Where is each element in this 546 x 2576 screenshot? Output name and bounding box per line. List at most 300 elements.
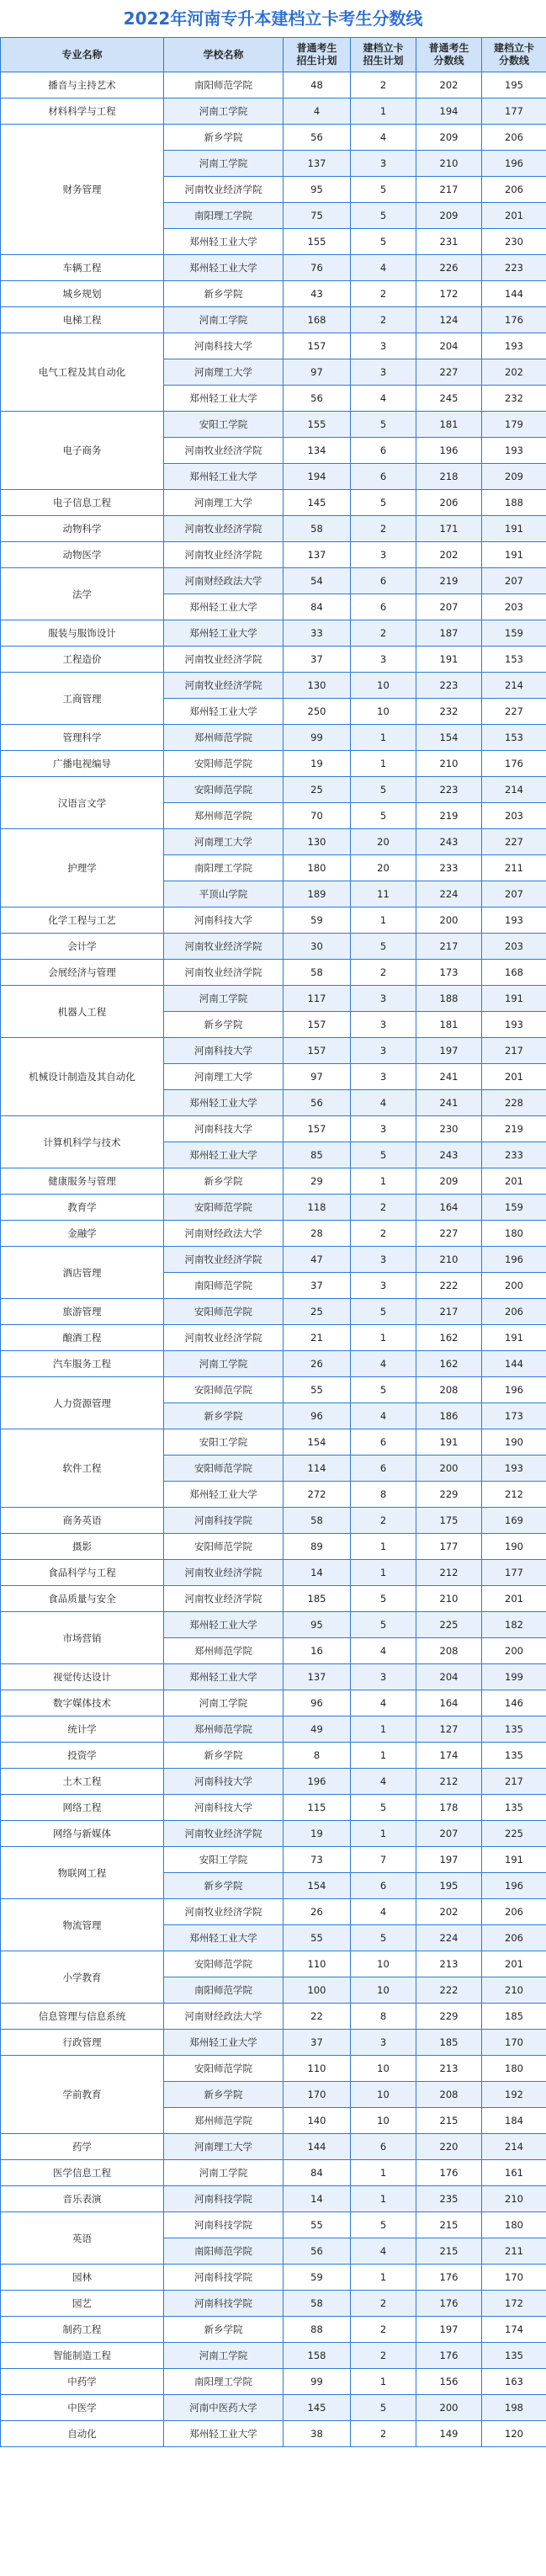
poverty-plan-cell: 8 — [351, 2004, 416, 2030]
poverty-score-cell: 201 — [482, 1586, 546, 1612]
regular-score-cell: 181 — [416, 412, 482, 438]
table-row — [1, 1743, 546, 1769]
regular-plan-cell: 99 — [284, 2369, 351, 2395]
poverty-score-cell: 206 — [482, 125, 546, 151]
school-cell: 安阳师范学院 — [164, 1951, 284, 1977]
school-cell: 郑州师范学院 — [164, 1716, 284, 1743]
major-cell: 车辆工程 — [1, 255, 164, 281]
school-cell: 安阳师范学院 — [164, 1195, 284, 1221]
regular-score-cell: 197 — [416, 1038, 482, 1064]
major-cell: 商务英语 — [1, 1508, 164, 1534]
major-cell: 音乐表演 — [1, 2186, 164, 2212]
poverty-score-cell: 193 — [482, 1012, 546, 1038]
major-cell: 网络工程 — [1, 1795, 164, 1821]
regular-score-cell: 207 — [416, 1821, 482, 1847]
school-cell: 新乡学院 — [164, 2082, 284, 2108]
regular-plan-cell: 158 — [284, 2343, 351, 2369]
poverty-score-cell: 232 — [482, 386, 546, 412]
major-cell: 园林 — [1, 2265, 164, 2291]
poverty-score-cell: 193 — [482, 907, 546, 934]
school-cell: 郑州轻工业大学 — [164, 1612, 284, 1638]
poverty-score-cell: 120 — [482, 2421, 546, 2447]
school-cell: 河南工学院 — [164, 151, 284, 177]
major-cell: 旅游管理 — [1, 1299, 164, 1325]
table-row — [1, 412, 546, 438]
major-cell: 视觉传达设计 — [1, 1664, 164, 1690]
table-row — [1, 568, 546, 594]
regular-score-cell: 208 — [416, 1638, 482, 1664]
school-cell: 郑州轻工业大学 — [164, 594, 284, 620]
poverty-plan-cell: 6 — [351, 438, 416, 464]
poverty-score-cell: 219 — [482, 1116, 546, 1142]
school-cell: 河南科技大学 — [164, 333, 284, 359]
poverty-plan-cell: 10 — [351, 1951, 416, 1977]
regular-plan-cell: 168 — [284, 307, 351, 333]
poverty-score-cell: 177 — [482, 1560, 546, 1586]
regular-plan-cell: 95 — [284, 177, 351, 203]
poverty-score-cell: 176 — [482, 751, 546, 777]
school-cell: 河南财经政法大学 — [164, 568, 284, 594]
regular-plan-cell: 157 — [284, 1116, 351, 1142]
school-cell: 河南科技学院 — [164, 1508, 284, 1534]
poverty-plan-cell: 1 — [351, 1168, 416, 1195]
table-row — [1, 1795, 546, 1821]
table-row — [1, 1325, 546, 1351]
poverty-score-cell: 203 — [482, 803, 546, 829]
major-cell: 工程造价 — [1, 647, 164, 673]
regular-plan-cell: 22 — [284, 2004, 351, 2030]
header-school: 学校名称 — [164, 38, 284, 72]
regular-score-cell: 222 — [416, 1977, 482, 2004]
poverty-score-cell: 225 — [482, 1821, 546, 1847]
poverty-plan-cell: 1 — [351, 907, 416, 934]
regular-score-cell: 200 — [416, 2395, 482, 2421]
table-row — [1, 281, 546, 307]
regular-score-cell: 232 — [416, 699, 482, 725]
school-cell: 郑州轻工业大学 — [164, 1090, 284, 1116]
regular-plan-cell: 70 — [284, 803, 351, 829]
poverty-score-cell: 227 — [482, 699, 546, 725]
school-cell: 河南科技学院 — [164, 2212, 284, 2238]
poverty-plan-cell: 10 — [351, 1977, 416, 2004]
poverty-plan-cell: 5 — [351, 1795, 416, 1821]
major-cell: 学前教育 — [1, 2056, 164, 2134]
major-cell: 护理学 — [1, 829, 164, 907]
table-body — [1, 72, 546, 2447]
table-row — [1, 829, 546, 855]
school-cell: 河南中医药大学 — [164, 2395, 284, 2421]
regular-score-cell: 209 — [416, 125, 482, 151]
regular-score-cell: 210 — [416, 1247, 482, 1273]
regular-score-cell: 200 — [416, 907, 482, 934]
poverty-score-cell: 196 — [482, 151, 546, 177]
regular-score-cell: 217 — [416, 1299, 482, 1325]
poverty-plan-cell: 5 — [351, 1586, 416, 1612]
regular-plan-cell: 134 — [284, 438, 351, 464]
poverty-plan-cell: 8 — [351, 1482, 416, 1508]
table-row — [1, 1195, 546, 1221]
school-cell: 河南科技大学 — [164, 1038, 284, 1064]
school-cell: 新乡学院 — [164, 281, 284, 307]
poverty-score-cell: 211 — [482, 855, 546, 881]
regular-score-cell: 176 — [416, 2265, 482, 2291]
poverty-score-cell: 223 — [482, 255, 546, 281]
poverty-score-cell: 144 — [482, 1351, 546, 1377]
regular-score-cell: 227 — [416, 1221, 482, 1247]
regular-score-cell: 176 — [416, 2291, 482, 2317]
school-cell: 郑州轻工业大学 — [164, 1142, 284, 1168]
school-cell: 南阳理工学院 — [164, 2369, 284, 2395]
major-cell: 电梯工程 — [1, 307, 164, 333]
school-cell: 安阳师范学院 — [164, 2056, 284, 2082]
major-cell: 会展经济与管理 — [1, 960, 164, 986]
regular-plan-cell: 25 — [284, 777, 351, 803]
table-row — [1, 2134, 546, 2160]
regular-score-cell: 241 — [416, 1090, 482, 1116]
school-cell: 郑州轻工业大学 — [164, 699, 284, 725]
school-cell: 新乡学院 — [164, 2317, 284, 2343]
regular-plan-cell: 8 — [284, 1743, 351, 1769]
poverty-score-cell: 206 — [482, 1925, 546, 1951]
major-cell: 电子信息工程 — [1, 490, 164, 516]
regular-score-cell: 231 — [416, 229, 482, 255]
regular-score-cell: 210 — [416, 1586, 482, 1612]
regular-score-cell: 191 — [416, 647, 482, 673]
regular-score-cell: 245 — [416, 386, 482, 412]
poverty-score-cell: 196 — [482, 1377, 546, 1403]
table-row — [1, 1560, 546, 1586]
table-row — [1, 647, 546, 673]
table-row — [1, 2212, 546, 2238]
regular-score-cell: 175 — [416, 1508, 482, 1534]
regular-score-cell: 164 — [416, 1195, 482, 1221]
regular-plan-cell: 48 — [284, 72, 351, 98]
table-row — [1, 542, 546, 568]
poverty-plan-cell: 3 — [351, 986, 416, 1012]
table-row — [1, 1769, 546, 1795]
regular-plan-cell: 137 — [284, 1664, 351, 1690]
regular-score-cell: 210 — [416, 151, 482, 177]
poverty-score-cell: 170 — [482, 2030, 546, 2056]
poverty-score-cell: 169 — [482, 1508, 546, 1534]
major-cell: 材料科学与工程 — [1, 98, 164, 125]
regular-score-cell: 243 — [416, 829, 482, 855]
regular-plan-cell: 56 — [284, 386, 351, 412]
school-cell: 河南牧业经济学院 — [164, 516, 284, 542]
major-cell: 中药学 — [1, 2369, 164, 2395]
poverty-score-cell: 179 — [482, 412, 546, 438]
poverty-score-cell: 201 — [482, 1064, 546, 1090]
school-cell: 河南理工大学 — [164, 1064, 284, 1090]
school-cell: 河南理工大学 — [164, 2134, 284, 2160]
major-cell: 电气工程及其自动化 — [1, 333, 164, 412]
regular-score-cell: 207 — [416, 594, 482, 620]
regular-plan-cell: 155 — [284, 229, 351, 255]
regular-score-cell: 215 — [416, 2212, 482, 2238]
major-cell: 动物医学 — [1, 542, 164, 568]
poverty-score-cell: 174 — [482, 2317, 546, 2343]
poverty-plan-cell: 5 — [351, 2212, 416, 2238]
regular-score-cell: 191 — [416, 1429, 482, 1456]
regular-plan-cell: 157 — [284, 1038, 351, 1064]
school-cell: 河南工学院 — [164, 98, 284, 125]
poverty-plan-cell: 1 — [351, 98, 416, 125]
poverty-plan-cell: 6 — [351, 2134, 416, 2160]
table-row — [1, 907, 546, 934]
school-cell: 河南牧业经济学院 — [164, 1821, 284, 1847]
poverty-plan-cell: 6 — [351, 1456, 416, 1482]
regular-plan-cell: 100 — [284, 1977, 351, 2004]
school-cell: 郑州师范学院 — [164, 803, 284, 829]
regular-plan-cell: 157 — [284, 1012, 351, 1038]
regular-plan-cell: 272 — [284, 1482, 351, 1508]
regular-plan-cell: 96 — [284, 1690, 351, 1716]
poverty-plan-cell: 2 — [351, 2343, 416, 2369]
regular-plan-cell: 185 — [284, 1586, 351, 1612]
regular-plan-cell: 155 — [284, 412, 351, 438]
school-cell: 安阳工学院 — [164, 412, 284, 438]
table-row — [1, 2395, 546, 2421]
major-cell: 化学工程与工艺 — [1, 907, 164, 934]
poverty-score-cell: 200 — [482, 1638, 546, 1664]
page-title: 2022年河南专升本建档立卡考生分数线 — [123, 8, 423, 29]
regular-plan-cell: 58 — [284, 960, 351, 986]
poverty-score-cell: 195 — [482, 72, 546, 98]
regular-score-cell: 223 — [416, 673, 482, 699]
regular-plan-cell: 54 — [284, 568, 351, 594]
regular-plan-cell: 33 — [284, 620, 351, 647]
poverty-plan-cell: 1 — [351, 1821, 416, 1847]
major-cell: 财务管理 — [1, 125, 164, 255]
regular-plan-cell: 55 — [284, 2212, 351, 2238]
school-cell: 河南财经政法大学 — [164, 1221, 284, 1247]
poverty-plan-cell: 3 — [351, 1664, 416, 1690]
table-row — [1, 2421, 546, 2447]
major-cell: 中医学 — [1, 2395, 164, 2421]
poverty-score-cell: 135 — [482, 1716, 546, 1743]
school-cell: 郑州轻工业大学 — [164, 2030, 284, 2056]
table-row — [1, 1377, 546, 1403]
regular-score-cell: 127 — [416, 1716, 482, 1743]
poverty-plan-cell: 11 — [351, 881, 416, 907]
poverty-score-cell: 135 — [482, 1743, 546, 1769]
table-row — [1, 1429, 546, 1456]
regular-plan-cell: 115 — [284, 1795, 351, 1821]
regular-score-cell: 235 — [416, 2186, 482, 2212]
poverty-plan-cell: 4 — [351, 386, 416, 412]
school-cell: 南阳师范学院 — [164, 1273, 284, 1299]
poverty-score-cell: 180 — [482, 2056, 546, 2082]
regular-plan-cell: 14 — [284, 2186, 351, 2212]
table-row — [1, 490, 546, 516]
regular-plan-cell: 84 — [284, 2160, 351, 2186]
score-table — [0, 37, 546, 2447]
poverty-score-cell: 153 — [482, 725, 546, 751]
regular-score-cell: 224 — [416, 1925, 482, 1951]
regular-plan-cell: 96 — [284, 1403, 351, 1429]
table-row — [1, 1534, 546, 1560]
school-cell: 河南工学院 — [164, 307, 284, 333]
regular-score-cell: 204 — [416, 333, 482, 359]
school-cell: 河南牧业经济学院 — [164, 1586, 284, 1612]
regular-plan-cell: 130 — [284, 829, 351, 855]
poverty-plan-cell: 2 — [351, 1221, 416, 1247]
poverty-score-cell: 191 — [482, 516, 546, 542]
regular-score-cell: 154 — [416, 725, 482, 751]
school-cell: 河南理工大学 — [164, 359, 284, 386]
regular-plan-cell: 117 — [284, 986, 351, 1012]
poverty-plan-cell: 5 — [351, 229, 416, 255]
school-cell: 南阳师范学院 — [164, 1977, 284, 2004]
poverty-plan-cell: 5 — [351, 412, 416, 438]
regular-plan-cell: 19 — [284, 751, 351, 777]
regular-plan-cell: 99 — [284, 725, 351, 751]
major-cell: 园艺 — [1, 2291, 164, 2317]
regular-plan-cell: 26 — [284, 1899, 351, 1925]
table-row — [1, 2030, 546, 2056]
poverty-score-cell: 201 — [482, 1168, 546, 1195]
regular-plan-cell: 75 — [284, 203, 351, 229]
regular-score-cell: 172 — [416, 281, 482, 307]
regular-plan-cell: 170 — [284, 2082, 351, 2108]
regular-plan-cell: 58 — [284, 2291, 351, 2317]
table-row — [1, 1299, 546, 1325]
regular-plan-cell: 59 — [284, 907, 351, 934]
regular-score-cell: 176 — [416, 2160, 482, 2186]
poverty-plan-cell: 5 — [351, 490, 416, 516]
poverty-plan-cell: 2 — [351, 281, 416, 307]
school-cell: 郑州轻工业大学 — [164, 2421, 284, 2447]
header-major: 专业名称 — [1, 38, 164, 72]
regular-score-cell: 223 — [416, 777, 482, 803]
table-row — [1, 125, 546, 151]
poverty-plan-cell: 1 — [351, 2369, 416, 2395]
regular-score-cell: 218 — [416, 464, 482, 490]
school-cell: 河南牧业经济学院 — [164, 1325, 284, 1351]
poverty-score-cell: 217 — [482, 1038, 546, 1064]
poverty-plan-cell: 10 — [351, 699, 416, 725]
regular-score-cell: 212 — [416, 1560, 482, 1586]
school-cell: 郑州师范学院 — [164, 725, 284, 751]
major-cell: 物流管理 — [1, 1899, 164, 1951]
major-cell: 汽车服务工程 — [1, 1351, 164, 1377]
table-row — [1, 1664, 546, 1690]
poverty-plan-cell: 5 — [351, 177, 416, 203]
regular-plan-cell: 16 — [284, 1638, 351, 1664]
regular-score-cell: 202 — [416, 1899, 482, 1925]
regular-plan-cell: 14 — [284, 1560, 351, 1586]
table-row — [1, 751, 546, 777]
major-cell: 金融学 — [1, 1221, 164, 1247]
school-cell: 新乡学院 — [164, 1012, 284, 1038]
poverty-plan-cell: 4 — [351, 1690, 416, 1716]
poverty-score-cell: 180 — [482, 2212, 546, 2238]
regular-plan-cell: 250 — [284, 699, 351, 725]
table-row — [1, 1116, 546, 1142]
school-cell: 平顶山学院 — [164, 881, 284, 907]
header-regular-plan: 普通考生 招生计划 — [284, 38, 351, 72]
poverty-plan-cell: 3 — [351, 1273, 416, 1299]
school-cell: 安阳师范学院 — [164, 751, 284, 777]
poverty-score-cell: 201 — [482, 1951, 546, 1977]
regular-score-cell: 178 — [416, 1795, 482, 1821]
school-cell: 新乡学院 — [164, 1873, 284, 1899]
regular-plan-cell: 145 — [284, 2395, 351, 2421]
major-cell: 行政管理 — [1, 2030, 164, 2056]
poverty-plan-cell: 5 — [351, 1612, 416, 1638]
regular-plan-cell: 56 — [284, 1090, 351, 1116]
regular-plan-cell: 76 — [284, 255, 351, 281]
poverty-plan-cell: 10 — [351, 2082, 416, 2108]
school-cell: 河南科技学院 — [164, 2265, 284, 2291]
regular-plan-cell: 180 — [284, 855, 351, 881]
regular-plan-cell: 4 — [284, 98, 351, 125]
poverty-score-cell: 182 — [482, 1612, 546, 1638]
poverty-plan-cell: 2 — [351, 2291, 416, 2317]
school-cell: 河南工学院 — [164, 986, 284, 1012]
table-row — [1, 1221, 546, 1247]
poverty-score-cell: 185 — [482, 2004, 546, 2030]
regular-score-cell: 213 — [416, 2056, 482, 2082]
poverty-score-cell: 135 — [482, 2343, 546, 2369]
poverty-score-cell: 200 — [482, 1273, 546, 1299]
poverty-score-cell: 190 — [482, 1429, 546, 1456]
regular-plan-cell: 196 — [284, 1769, 351, 1795]
major-cell: 智能制造工程 — [1, 2343, 164, 2369]
regular-score-cell: 226 — [416, 255, 482, 281]
regular-plan-cell: 37 — [284, 1273, 351, 1299]
major-cell: 药学 — [1, 2134, 164, 2160]
school-cell: 郑州轻工业大学 — [164, 1925, 284, 1951]
major-cell: 电子商务 — [1, 412, 164, 490]
poverty-score-cell: 210 — [482, 1977, 546, 2004]
regular-score-cell: 176 — [416, 2343, 482, 2369]
poverty-plan-cell: 1 — [351, 1743, 416, 1769]
school-cell: 河南牧业经济学院 — [164, 542, 284, 568]
poverty-plan-cell: 4 — [351, 255, 416, 281]
table-row — [1, 725, 546, 751]
school-cell: 南阳师范学院 — [164, 2238, 284, 2265]
regular-score-cell: 241 — [416, 1064, 482, 1090]
major-cell: 工商管理 — [1, 673, 164, 725]
header-regular-score: 普通考生 分数线 — [416, 38, 482, 72]
regular-score-cell: 156 — [416, 2369, 482, 2395]
table-row — [1, 2056, 546, 2082]
regular-score-cell: 181 — [416, 1012, 482, 1038]
regular-plan-cell: 59 — [284, 2265, 351, 2291]
table-row — [1, 1247, 546, 1273]
major-cell: 网络与新媒体 — [1, 1821, 164, 1847]
poverty-score-cell: 188 — [482, 490, 546, 516]
poverty-plan-cell: 2 — [351, 72, 416, 98]
poverty-score-cell: 211 — [482, 2238, 546, 2265]
school-cell: 河南科技大学 — [164, 1769, 284, 1795]
poverty-plan-cell: 10 — [351, 2108, 416, 2134]
major-cell: 人力资源管理 — [1, 1377, 164, 1429]
major-cell: 机械设计制造及其自动化 — [1, 1038, 164, 1116]
regular-score-cell: 230 — [416, 1116, 482, 1142]
regular-plan-cell: 47 — [284, 1247, 351, 1273]
major-cell: 自动化 — [1, 2421, 164, 2447]
school-cell: 安阳师范学院 — [164, 777, 284, 803]
regular-plan-cell: 19 — [284, 1821, 351, 1847]
poverty-score-cell: 146 — [482, 1690, 546, 1716]
poverty-plan-cell: 5 — [351, 1299, 416, 1325]
poverty-plan-cell: 4 — [351, 1899, 416, 1925]
poverty-plan-cell: 3 — [351, 1064, 416, 1090]
school-cell: 新乡学院 — [164, 1743, 284, 1769]
poverty-plan-cell: 3 — [351, 333, 416, 359]
